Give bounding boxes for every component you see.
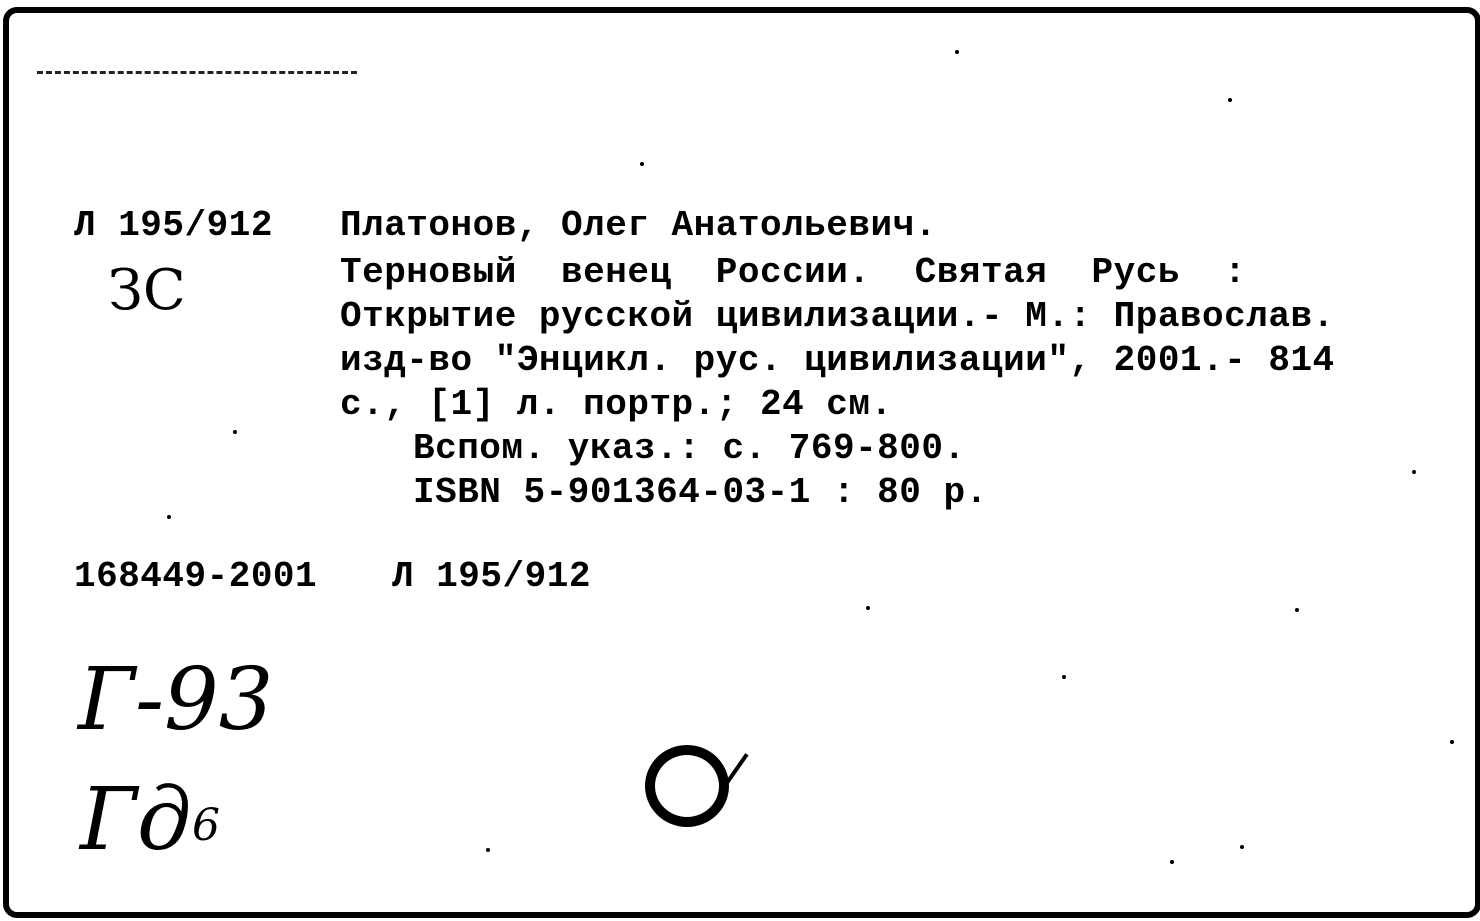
author-heading: Платонов, Олег Анатольевич.	[340, 205, 937, 246]
handwritten-code: ЗС	[108, 258, 186, 323]
call-number-bottom: Л 195/912	[392, 556, 591, 597]
scan-speck	[1170, 860, 1174, 864]
handwritten-note-2: Гд	[80, 770, 192, 870]
scan-speck	[167, 515, 171, 519]
isbn-line: ISBN 5-901364-03-1 : 80 р.	[413, 472, 988, 513]
physical-description-line: с., [1] л. портр.; 24 см.	[340, 384, 893, 425]
title-line-2: Открытие русской цивилизации.- М.: Православ.	[340, 296, 1335, 337]
scan-speck	[955, 50, 959, 54]
index-note-line: Вспом. указ.: с. 769-800.	[413, 428, 966, 469]
title-line-1: Терновый венец России. Святая Русь :	[340, 252, 1247, 293]
scan-speck	[1062, 675, 1066, 679]
scan-speck	[1295, 608, 1299, 612]
scan-speck	[1240, 845, 1244, 849]
handwritten-note-1: Г-93	[78, 650, 274, 750]
scan-speck	[1450, 740, 1454, 744]
top-dashed-rule	[37, 71, 357, 74]
handwritten-note-3: 6	[192, 800, 220, 851]
scan-speck	[1228, 98, 1232, 102]
inventory-number: 168449-2001	[74, 556, 318, 597]
call-number: Л 195/912	[74, 205, 273, 246]
circle-stamp-mark	[645, 745, 729, 827]
scan-speck	[1412, 470, 1416, 474]
scan-speck	[640, 162, 644, 166]
scan-speck	[866, 606, 870, 610]
publisher-line: изд-во "Энцикл. рус. цивилизации", 2001.- 814	[340, 340, 1335, 381]
scan-speck	[486, 848, 490, 852]
scan-speck	[233, 430, 237, 434]
